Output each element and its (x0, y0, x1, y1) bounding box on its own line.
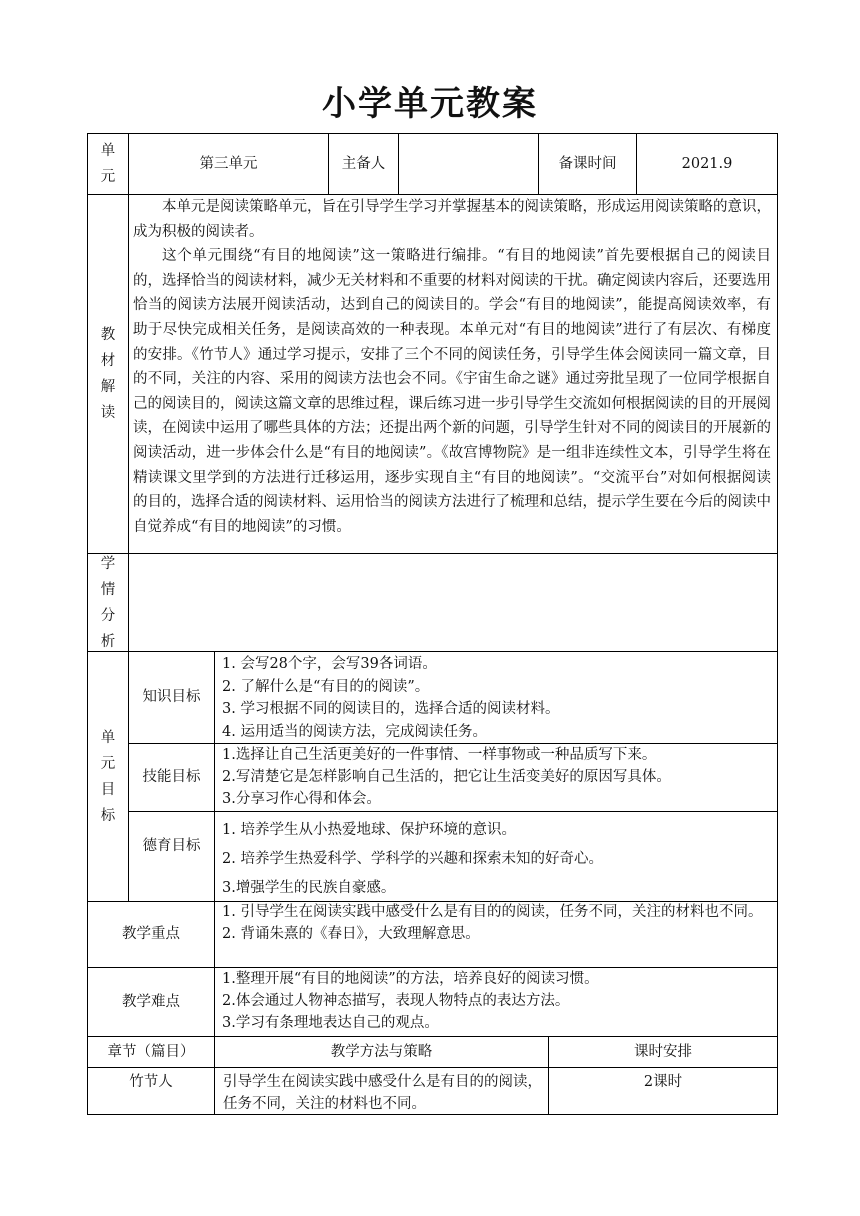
difficulties-list (222, 968, 772, 1036)
schedule-header-chapter: 章节（篇目） (107, 1043, 195, 1060)
knowledge-goals-label-cell (129, 652, 214, 743)
list-item: 2.体会通过人物神态描写，表现人物特点的表达方法。 (222, 993, 570, 1009)
list-item: 2. 了解什么是“有目的的阅读”。 (222, 678, 430, 695)
list-item: 1. 引导学生在阅读实践中感受什么是有目的的阅读，任务不同，关注的材料也不同。 (222, 904, 763, 920)
material-paragraph: 本单元是阅读策略单元，旨在引导学生学习并掌握基本的阅读策略，形成运用阅读策略的意识，成为积极的阅读者。 (133, 199, 771, 240)
schedule-chapter: 竹节人 (129, 1074, 173, 1090)
list-item: 3.增强学生的民族自豪感。 (222, 880, 396, 896)
unit-value-cell (129, 134, 328, 194)
schedule-method: 引导学生在阅读实践中感受什么是有目的的阅读，任务不同，关注的材料也不同。 (223, 1074, 542, 1112)
skill-goals-label: 技能目标 (142, 769, 201, 786)
list-item: 3.学习有条理地表达自己的观点。 (222, 1015, 439, 1031)
list-item: 3. 学习根据不同的阅读目的，选择合适的阅读材料。 (222, 701, 560, 717)
prep-time-value-cell (637, 134, 777, 194)
student-analysis-label: 学情分析 (100, 555, 116, 650)
unit-goals-label: 单元目标 (100, 729, 116, 824)
unit-goals-label-cell (88, 652, 128, 901)
list-item: 2. 培养学生热爱科学、学科学的兴趣和探索未知的好奇心。 (222, 851, 603, 867)
moral-goals-label-cell (129, 812, 214, 901)
list-item: 1.选择让自己生活更美好的一件事情、一样事物或一种品质写下来。 (222, 747, 657, 763)
list-item: 1. 会写28个字，会写39各词语。 (222, 656, 437, 672)
skill-goals-label-cell (129, 744, 214, 811)
preparer-label: 主备人 (341, 155, 386, 172)
prep-time-label: 备课时间 (558, 155, 617, 172)
material-label: 教材解读 (100, 327, 116, 421)
list-item: 2. 背诵朱熹的《春日》，大致理解意思。 (222, 925, 480, 942)
prep-time-value: 2021.9 (681, 155, 733, 172)
prep-time-label-cell (539, 134, 636, 194)
knowledge-goals-label: 知识目标 (142, 689, 201, 706)
material-content (133, 195, 771, 553)
material-label-cell (88, 195, 128, 553)
student-analysis-label-cell (88, 554, 128, 651)
schedule-header-method: 教学方法与策略 (330, 1043, 433, 1060)
preparer-label-cell (329, 134, 398, 194)
moral-goals-label: 德育目标 (142, 838, 201, 854)
unit-label-cell (88, 134, 128, 194)
moral-goals-list (222, 816, 772, 901)
difficulties-label-cell (88, 968, 214, 1036)
key-points-label-cell (88, 902, 214, 967)
list-item: 2.写清楚它是怎样影响自己生活的，把它让生活变美好的原因写具体。 (222, 769, 671, 785)
list-item: 4. 运用适当的阅读方法，完成阅读任务。 (222, 723, 487, 740)
key-points-list (222, 902, 770, 967)
list-item: 1. 培养学生从小热爱地球、保护环境的意识。 (222, 822, 516, 838)
schedule-header-hours: 课时安排 (634, 1043, 692, 1060)
page-title: 小学单元教案 (322, 84, 538, 124)
material-paragraph: 这个单元围绕“有目的地阅读”这一策略进行编排。“有目的地阅读”首先要根据自己的阅读目的，选择恰当的阅读材料，减少无关材料和不重要的材料对阅读的干扰。确定阅读内容后，还要选用恰当的阅读方法展开阅读活动，达到自己的阅读目的。学会“有目的地阅读”，能提高阅读效率，有助于尽快完成相关任务，是阅读高效的一种表现。本单元对“有目的地阅读”进行了有层次、有梯度的安排。《竹节人》通过学习提示，安排了三个不同的阅读任务，引导学生体会阅读同一篇文章，目的不同，关注的内容、采用的阅读方法也会不同。《宇宙生命之谜》通过旁批呈现了一位同学根据自己的阅读目的，阅读这篇文章的思维过程，课后练习进一步引导学生交流如何根据阅读的目的开展阅读，在阅读中运用了哪些具体的方法；还提出两个新的问题，引导学生针对不同的阅读目的开展新的阅读活动，进一步体会什么是“有目的地阅读”。《故宫博物院》是一组非连续性文本，引导学生将在精读课文里学到的方法进行迁移运用，逐步实现自主“有目的地阅读”。“交流平台”对如何根据阅读的目的，选择合适的阅读材料、运用恰当的阅读方法进行了梳理和总结，提示学生要在今后的阅读中自觉养成“有目的地阅读”的习惯。 (133, 248, 771, 535)
skill-goals-list (222, 744, 772, 811)
list-item: 1.整理开展“有目的地阅读”的方法，培养良好的阅读习惯。 (222, 971, 599, 987)
difficulties-label: 教学难点 (122, 993, 180, 1010)
unit-label: 单元 (100, 143, 116, 185)
schedule-hours: 2课时 (643, 1074, 683, 1090)
knowledge-goals-list (222, 653, 772, 743)
preparer-value-cell (399, 134, 538, 194)
student-analysis-content (133, 554, 773, 651)
list-item: 3.分享习作心得和体会。 (222, 791, 381, 807)
key-points-label: 教学重点 (122, 926, 180, 943)
unit-value: 第三单元 (199, 155, 258, 172)
